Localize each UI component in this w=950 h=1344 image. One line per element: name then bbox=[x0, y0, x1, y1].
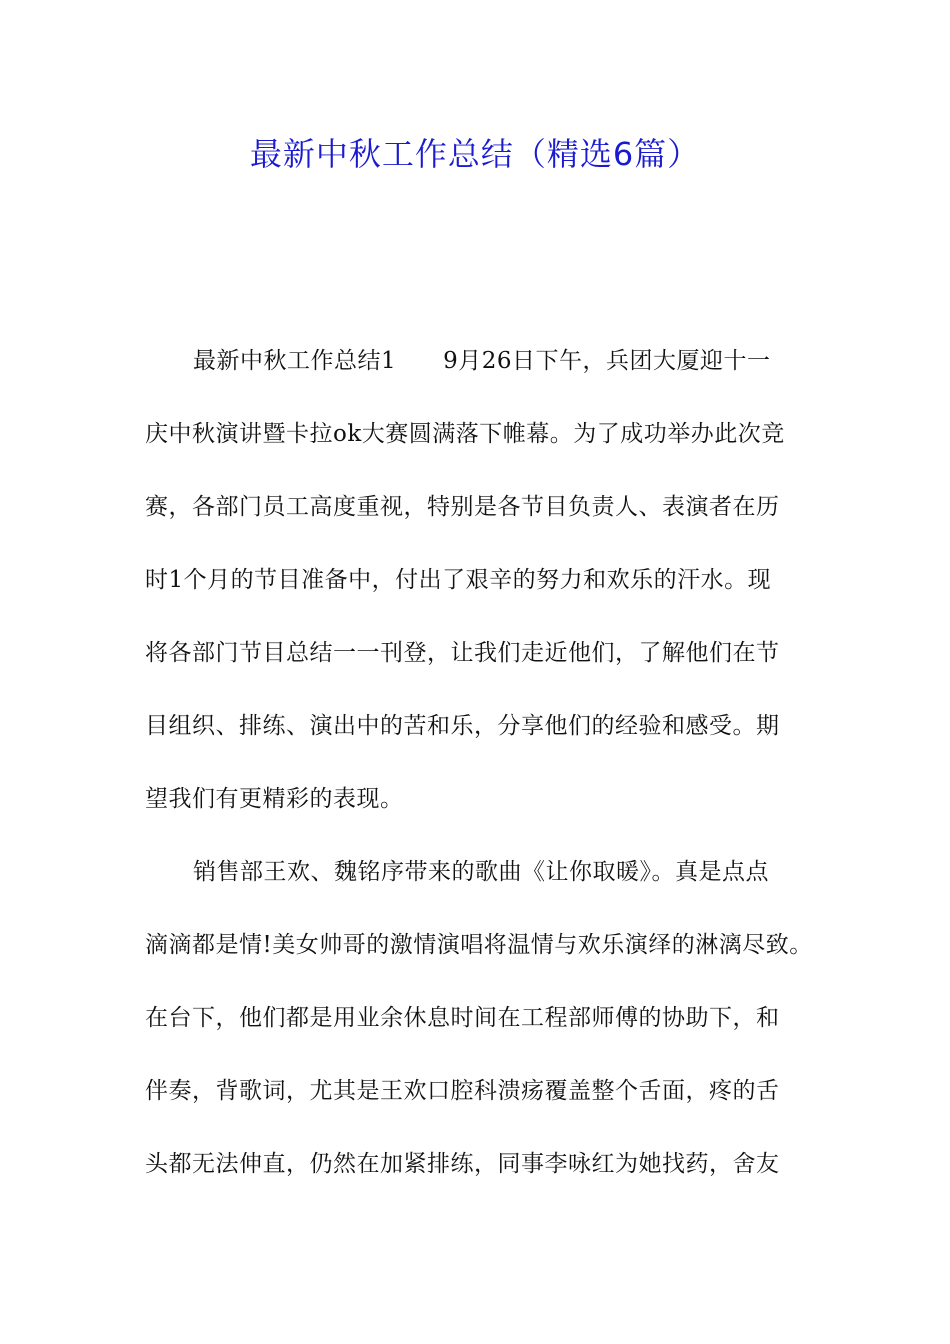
document-title: 最新中秋工作总结（精选6篇） bbox=[249, 135, 701, 173]
paragraph-line: 在台下，他们都是用业余休息时间在工程部师傅的协助下，和 bbox=[145, 1005, 780, 1031]
paragraph-line: 将各部门节目总结一一刊登，让我们走近他们，了解他们在节 bbox=[145, 640, 780, 666]
paragraph-line: 赛，各部门员工高度重视，特别是各节目负责人、表演者在历 bbox=[145, 494, 780, 520]
paragraph-line: 最新中秋工作总结1 9月26日下午，兵团大厦迎十一 bbox=[193, 348, 771, 374]
paragraph-1 bbox=[145, 337, 835, 848]
paragraph-2 bbox=[145, 848, 835, 1213]
paragraph-line: 销售部王欢、魏铭序带来的歌曲《让你取暖》。真是点点 bbox=[193, 859, 769, 885]
paragraph-line: 庆中秋演讲暨卡拉ok大赛圆满落下帷幕。为了成功举办此次竞 bbox=[145, 421, 785, 447]
paragraph-line: 头都无法伸直，仍然在加紧排练，同事李咏红为她找药，舍友 bbox=[145, 1151, 780, 1177]
paragraph-line: 滴滴都是情!美女帅哥的激情演唱将温情与欢乐演绎的淋漓尽致。 bbox=[145, 932, 813, 958]
paragraph-line: 时1个月的节目准备中，付出了艰辛的努力和欢乐的汗水。现 bbox=[145, 567, 772, 593]
paragraph-line: 伴奏，背歌词，尤其是王欢口腔科溃疡覆盖整个舌面，疼的舌 bbox=[145, 1078, 780, 1104]
paragraph-line: 目组织、排练、演出中的苦和乐，分享他们的经验和感受。期 bbox=[145, 713, 780, 739]
paragraph-line: 望我们有更精彩的表现。 bbox=[145, 786, 404, 812]
document-body bbox=[145, 337, 835, 1213]
